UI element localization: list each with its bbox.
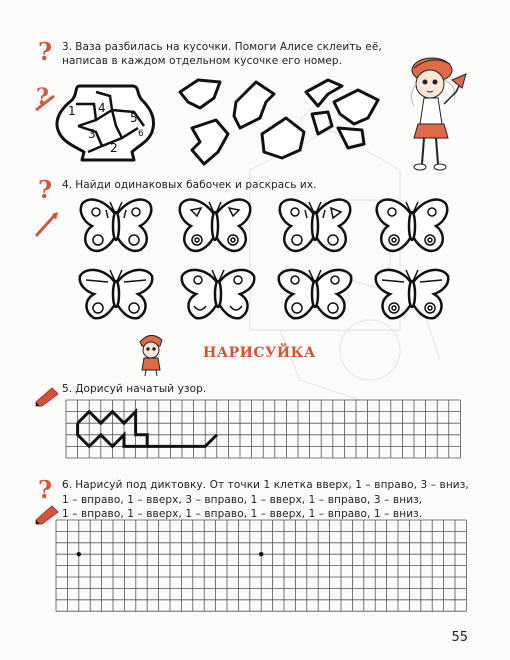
vase-fragments	[178, 72, 388, 172]
pencil-icon	[34, 384, 60, 410]
butterfly	[277, 262, 353, 322]
task-number: 4.	[62, 179, 73, 191]
question-icon	[36, 38, 58, 68]
task-5-text	[62, 382, 206, 396]
vase-piece-number: 4	[98, 101, 106, 115]
svg-text:?: ?	[38, 475, 53, 504]
svg-text:?: ?	[38, 37, 53, 66]
task-line: Найди одинаковых бабочек и раскрась их.	[75, 179, 317, 191]
paintbrush-icon	[32, 210, 58, 242]
vase-piece-number: 6	[138, 129, 144, 139]
task-6-text	[62, 478, 469, 522]
start-dot	[77, 552, 81, 556]
svg-text:?: ?	[36, 84, 49, 110]
pattern-grid	[66, 400, 466, 464]
question-icon	[36, 176, 58, 206]
broken-vase	[52, 82, 162, 162]
vase-piece-number: 1	[68, 104, 76, 118]
task-line: Нарисуй под диктовку. От точки 1 клетка вверх, 1 – вправо, 3 – вниз,	[75, 479, 469, 491]
butterfly	[180, 262, 256, 322]
task-number: 5.	[62, 383, 73, 395]
butterfly	[78, 196, 154, 256]
task-number: 3.	[62, 41, 73, 53]
butterfly	[177, 196, 253, 256]
task-number: 6.	[62, 479, 73, 491]
svg-text:?: ?	[38, 175, 53, 204]
task-line: 1 – вправо, 1 – вверх, 1 – вправо, 1 – вверх, 1 – вправо, 1 – вниз.	[62, 508, 423, 520]
butterfly	[78, 262, 154, 322]
vase-piece-number: 2	[110, 141, 118, 155]
vase-piece-number: 3	[88, 127, 96, 141]
task-line: Дорисуй начатый узор.	[75, 383, 207, 395]
butterfly	[374, 262, 450, 322]
vase-piece-number: 5	[130, 111, 138, 125]
butterfly	[374, 196, 450, 256]
mascot-illustration	[132, 330, 168, 376]
task-4-text	[62, 178, 317, 192]
section-heading: НАРИСУЙКА	[203, 345, 316, 361]
dictation-grid	[56, 520, 466, 620]
task-3-text	[62, 40, 382, 68]
task-line: Ваза разбилась на кусочки. Помоги Алисе склеить её,	[75, 41, 382, 53]
task-line: 1 – вправо, 1 – вверх, 3 – вправо, 1 – вверх, 1 – вправо, 3 – вниз,	[62, 493, 423, 506]
alice-girl-illustration	[400, 40, 470, 175]
page-number: 55	[451, 630, 468, 645]
start-dot	[259, 552, 263, 556]
butterfly	[277, 196, 353, 256]
task-line: написав в каждом отдельном кусочке его номер.	[62, 55, 343, 67]
